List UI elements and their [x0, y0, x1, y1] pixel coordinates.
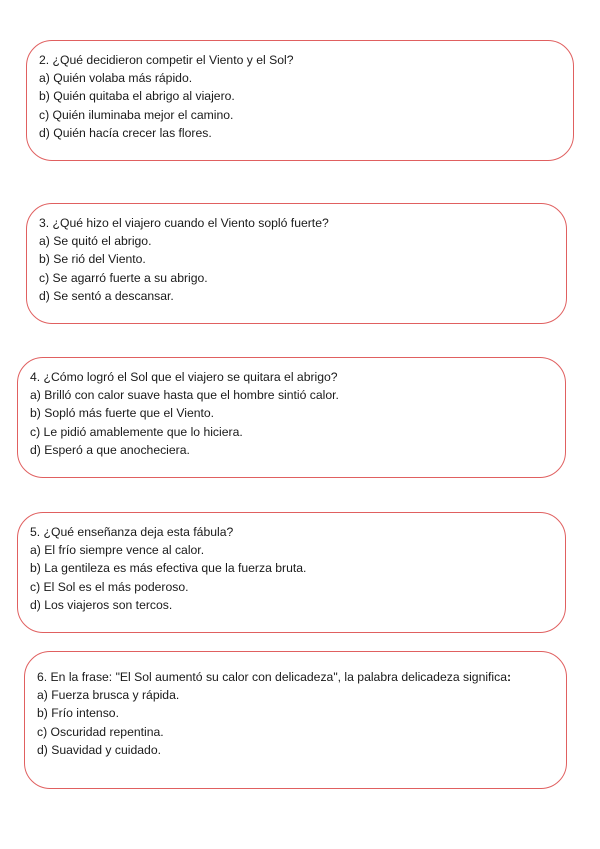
option-d: d) Quién hacía crecer las flores. — [39, 125, 212, 140]
option-b: b) Quién quitaba el abrigo al viajero. — [39, 89, 235, 104]
option-c: c) Oscuridad repentina. — [37, 724, 164, 739]
option-b: b) Sopló más fuerte que el Viento. — [30, 406, 215, 421]
option-a: a) Brilló con calor suave hasta que el hombre sintió calor. — [30, 388, 339, 403]
question-text-colon: : — [507, 670, 512, 684]
option-a: a) El frío siempre vence al calor. — [30, 543, 205, 558]
option-d: d) Se sentó a descansar. — [39, 288, 174, 303]
question-text: 2. ¿Qué decidieron competir el Viento y el Sol? — [39, 53, 294, 67]
question-box-3 — [26, 203, 567, 324]
option-a: a) Fuerza brusca y rápida. — [37, 688, 180, 703]
question-text — [37, 668, 552, 686]
option-d: d) Suavidad y cuidado. — [37, 742, 161, 757]
option-d: d) Esperó a que anocheciera. — [30, 442, 190, 457]
option-a: a) Quién volaba más rápido. — [39, 71, 193, 86]
option-c: c) Se agarró fuerte a su abrigo. — [39, 270, 208, 285]
question-box-2 — [26, 40, 574, 161]
option-b: b) La gentileza es más efectiva que la fuerza bruta. — [30, 561, 307, 576]
question-box-4 — [17, 357, 566, 478]
question-text-main: 6. En la frase: "El Sol aumentó su calor con delicadeza", la palabra delicadeza significa — [37, 670, 508, 684]
option-c: c) Quién iluminaba mejor el camino. — [39, 107, 234, 122]
question-text: 4. ¿Cómo logró el Sol que el viajero se quitara el abrigo? — [30, 370, 338, 384]
question-box-6 — [24, 651, 567, 789]
option-c: c) Le pidió amablemente que lo hiciera. — [30, 424, 243, 439]
option-c: c) El Sol es el más poderoso. — [30, 579, 189, 594]
option-b: b) Frío intenso. — [37, 706, 119, 721]
question-text: 3. ¿Qué hizo el viajero cuando el Viento sopló fuerte? — [39, 216, 329, 230]
question-box-5 — [17, 512, 566, 633]
question-text: 5. ¿Qué enseñanza deja esta fábula? — [30, 525, 234, 539]
option-d: d) Los viajeros son tercos. — [30, 597, 173, 612]
option-b: b) Se rió del Viento. — [39, 252, 146, 267]
option-a: a) Se quitó el abrigo. — [39, 234, 152, 249]
